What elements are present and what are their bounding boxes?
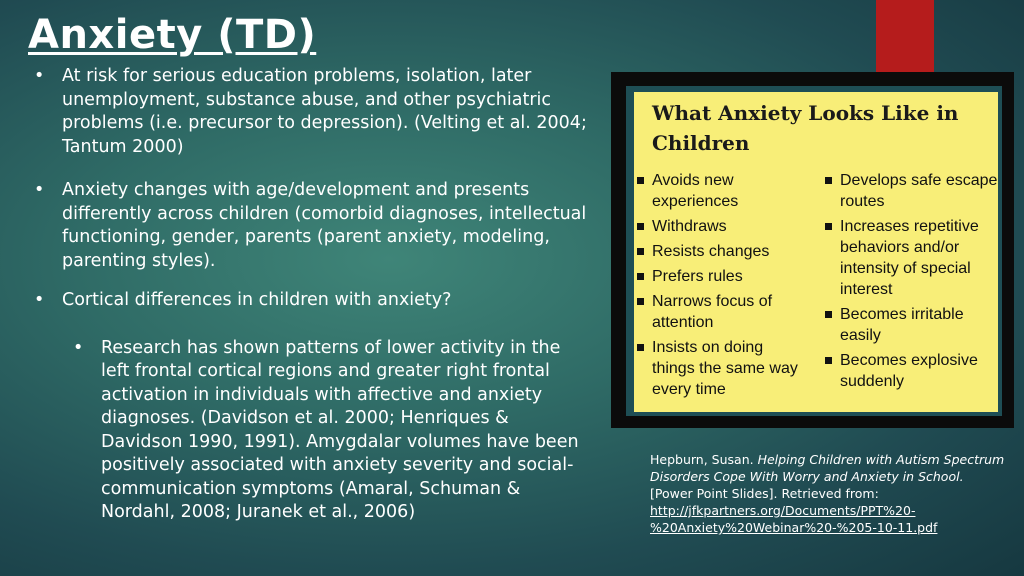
image-left-list bbox=[636, 170, 806, 404]
list-item: Increases repetitive behaviors and/or intensity of special interest bbox=[824, 216, 1000, 300]
bullet-text: Cortical differences in children with anxiety? bbox=[62, 290, 452, 310]
square-bullet-icon bbox=[637, 298, 644, 305]
square-bullet-icon bbox=[825, 223, 832, 230]
image-border bbox=[626, 86, 1002, 416]
list-item: Avoids new experiences bbox=[636, 170, 806, 212]
bullet-marker: • bbox=[34, 290, 45, 310]
citation-link[interactable]: http://jfkpartners.org/Documents/PPT%20-%20Anxiety%20Webinar%20-%205-10-11.pdf bbox=[650, 503, 938, 535]
citation-author: Hepburn, Susan. bbox=[650, 452, 754, 467]
citation-rest: [Power Point Slides]. Retrieved from: bbox=[650, 486, 879, 501]
image-title: What Anxiety Looks Like in Children bbox=[652, 101, 959, 155]
bullet-marker: • bbox=[34, 66, 45, 86]
sub-bullet-item bbox=[73, 337, 594, 525]
square-bullet-icon bbox=[637, 273, 644, 280]
list-item: Prefers rules bbox=[636, 266, 806, 287]
list-item: Develops safe escape routes bbox=[824, 170, 1000, 212]
bullet-text: At risk for serious education problems, isolation, later unemployment, substance abuse, and other psychiatric problems (i.e. precursor to depression). (Velting et al. 2004; Tantum 2000) bbox=[62, 66, 587, 157]
bullet-marker: • bbox=[73, 337, 84, 358]
image-citation bbox=[650, 451, 1010, 536]
sub-bullet-text: Research has shown patterns of lower activity in the left frontal cortical regions and greater right frontal activation in individuals with affective and anxiety diagnoses. (Davidson et al. 2000; Henriques & Davidson 1990, 1991). Amygdalar volumes have been positively associated with anxiety severity and social-communication symptoms (Amaral, Schuman & Nordahl, 2008; Juranek et al., 2006) bbox=[101, 337, 579, 522]
square-bullet-icon bbox=[637, 248, 644, 255]
bullet-item bbox=[34, 289, 594, 313]
list-item: Withdraws bbox=[636, 216, 806, 237]
list-item: Resists changes bbox=[636, 241, 806, 262]
square-bullet-icon bbox=[825, 311, 832, 318]
bullet-item bbox=[34, 65, 594, 159]
square-bullet-icon bbox=[637, 177, 644, 184]
square-bullet-icon bbox=[637, 344, 644, 351]
slide-title: Anxiety (TD) bbox=[28, 12, 317, 58]
square-bullet-icon bbox=[637, 223, 644, 230]
image-right-list bbox=[824, 170, 1000, 396]
image-panel bbox=[634, 92, 998, 412]
bullet-text: Anxiety changes with age/development and presents differently across children (comorbid diagnoses, intellectual functioning, gender, parents (parent anxiety, modeling, parenting styles). bbox=[62, 180, 587, 271]
bullet-item bbox=[34, 179, 594, 273]
square-bullet-icon bbox=[825, 177, 832, 184]
list-item: Becomes irritable easily bbox=[824, 304, 1000, 346]
list-item: Becomes explosive suddenly bbox=[824, 350, 1000, 392]
list-item: Narrows focus of attention bbox=[636, 291, 806, 333]
square-bullet-icon bbox=[825, 357, 832, 364]
embedded-image bbox=[611, 72, 1014, 428]
bullet-marker: • bbox=[34, 180, 45, 200]
bullet-list bbox=[34, 65, 594, 525]
citation-title: Helping Children with Autism Spectrum Disorders Cope With Worry and Anxiety in School. bbox=[650, 452, 1005, 484]
list-item: Insists on doing things the same way every time bbox=[636, 337, 806, 400]
